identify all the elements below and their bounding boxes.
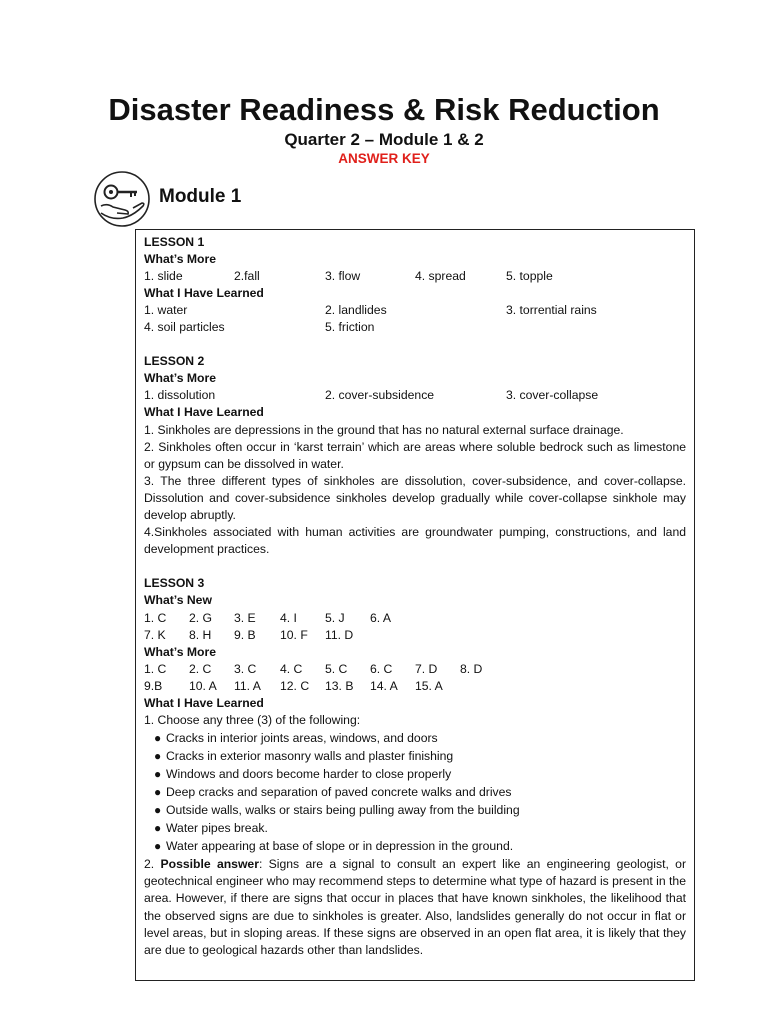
answer-item: 2.fall	[234, 269, 260, 283]
answer-item: 11. A	[234, 679, 261, 693]
bullet-icon: ●	[154, 839, 162, 853]
list-item: ● Outside walls, walks or stairs being pulling away from the building	[154, 803, 520, 817]
bullet-icon: ●	[154, 767, 162, 781]
lesson-1-learned-heading: What I Have Learned	[144, 286, 264, 300]
answer-item: 4. soil particles	[144, 320, 225, 334]
lesson-3-heading: LESSON 3	[144, 576, 205, 590]
lesson-2-heading: LESSON 2	[144, 354, 205, 368]
list-item: ● Deep cracks and separation of paved concrete walks and drives	[154, 785, 512, 799]
answer-item: 5. C	[325, 662, 348, 676]
answer-item: 3. torrential rains	[506, 303, 597, 317]
answer-item: 5. topple	[506, 269, 553, 283]
answer-item: 6. A	[370, 611, 392, 625]
list-item: ● Cracks in interior joints areas, windows, and doors	[154, 731, 438, 745]
answer-item: 1. slide	[144, 269, 183, 283]
answer-item: 9. B	[234, 628, 256, 642]
possible-answer-label: Possible answer	[160, 857, 259, 871]
module-heading: Module 1	[159, 186, 242, 207]
lesson-2-paragraph-4: 4.Sinkholes associated with human activities are groundwater pumping, constructions, and land development practices.	[144, 525, 686, 557]
answer-item: 4. I	[280, 611, 297, 625]
answer-item: 9.B	[144, 679, 163, 693]
list-item: ● Windows and doors become harder to close properly	[154, 767, 452, 781]
answer-item: 5. friction	[325, 320, 375, 334]
lesson-2-learned-heading: What I Have Learned	[144, 405, 264, 419]
lesson-3-learned-heading: What I Have Learned	[144, 696, 264, 710]
answer-item: 1. C	[144, 611, 167, 625]
answer-item: 6. C	[370, 662, 393, 676]
answer-item: 1. dissolution	[144, 388, 216, 402]
possible-answer-paragraph: 2. Possible answer: Signs are a signal to consult an expert like an engineering geologist, or geotechnical engineer who may recommend steps to determine what type of hazard is present in the area. However, if there are signs that occur in places that have known sinkholes, the likelihood that the observed signs are due to sinkholes is greater. Also, landslides generally do not occur in flat or level areas, but in sloping areas. If these signs are observed in an open flat area, it is likely that they are due to geological hazards other than landslides.	[144, 857, 687, 958]
answer-item: 15. A	[415, 679, 443, 693]
answer-item: 4. C	[280, 662, 303, 676]
answer-key-box	[135, 229, 695, 981]
lesson-2-paragraph-3: 3. The three different types of sinkholes are dissolution, cover-subsidence, and cover-collapse. Dissolution and cover-subsidence sinkholes develop gradually while cover-collapse sinkhole may develop abruptly.	[144, 474, 686, 523]
answer-item: 3. C	[234, 662, 257, 676]
lesson-2-whats-more-heading: What’s More	[144, 371, 216, 385]
lesson-2-paragraph-1: 1. Sinkholes are depressions in the ground that has no natural external surface drainage.	[144, 423, 624, 437]
list-item: ● Water pipes break.	[154, 821, 268, 835]
answer-item: 2. G	[189, 611, 213, 625]
answer-item: 7. D	[415, 662, 438, 676]
answer-item: 2. cover-subsidence	[325, 388, 435, 402]
answer-item: 3. flow	[325, 269, 361, 283]
answer-item: 11. D	[325, 628, 354, 642]
list-item: ● Water appearing at base of slope or in depression in the ground.	[154, 839, 514, 853]
answer-item: 5. J	[325, 611, 345, 625]
answer-item: 4. spread	[415, 269, 466, 283]
lesson-3-whats-more-heading: What’s More	[144, 645, 216, 659]
answer-item: 3. cover-collapse	[506, 388, 599, 402]
lesson-3-whats-new-heading: What’s New	[144, 593, 212, 607]
lesson-2-paragraph-2: 2. Sinkholes often occur in ‘karst terrain’ which are areas where soluble bedrock such as limestone or gypsum can be dissolved in water.	[144, 440, 686, 472]
bullet-icon: ●	[154, 821, 162, 835]
answer-item: 10. F	[280, 628, 308, 642]
answer-item: 1. water	[144, 303, 188, 317]
bullet-icon: ●	[154, 803, 162, 817]
answer-key-label: ANSWER KEY	[338, 151, 430, 166]
answer-item: 10. A	[189, 679, 217, 693]
answer-item: 12. C	[280, 679, 310, 693]
page-title: Disaster Readiness & Risk Reduction	[108, 92, 660, 127]
answer-item: 2. landlides	[325, 303, 387, 317]
answer-item: 3. E	[234, 611, 256, 625]
lesson-1-heading: LESSON 1	[144, 235, 205, 249]
answer-item: 13. B	[325, 679, 354, 693]
answer-item: 14. A	[370, 679, 398, 693]
bullet-icon: ●	[154, 731, 162, 745]
key-in-hand-icon	[93, 170, 151, 228]
bullet-icon: ●	[154, 785, 162, 799]
answer-item: 7. K	[144, 628, 166, 642]
lesson-1-whats-more-heading: What’s More	[144, 252, 216, 266]
list-item: ● Cracks in exterior masonry walls and plaster finishing	[154, 749, 454, 763]
page-subtitle: Quarter 2 – Module 1 & 2	[284, 130, 484, 149]
choose-instruction: 1. Choose any three (3) of the following:	[144, 713, 361, 727]
answer-item: 8. H	[189, 628, 212, 642]
answer-item: 1. C	[144, 662, 167, 676]
bullet-icon: ●	[154, 749, 162, 763]
answer-item: 8. D	[460, 662, 483, 676]
answer-item: 2. C	[189, 662, 212, 676]
